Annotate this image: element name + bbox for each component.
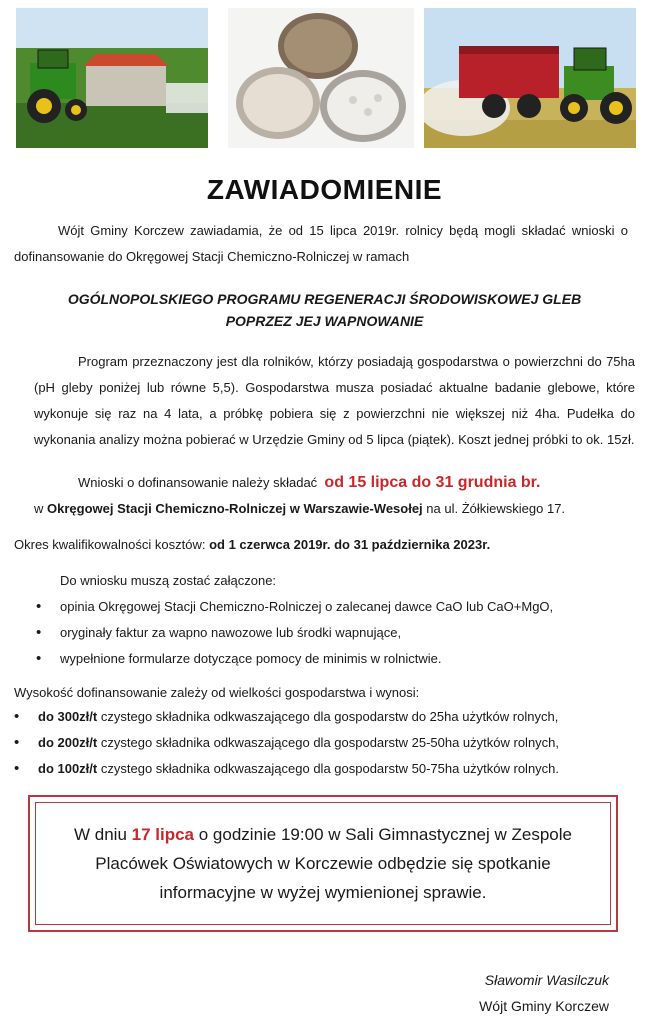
attachments-list (32, 594, 553, 672)
eligibility-label: Okres kwalifikowalności kosztów: (14, 537, 206, 552)
eligibility-dates: od 1 czerwca 2019r. do 31 października 2023r. (209, 537, 491, 552)
funding-amount: do 300zł/t (38, 709, 98, 724)
funding-list (10, 704, 559, 782)
intro-paragraph: Wójt Gminy Korczew zawiadamia, że od 15 lipca 2019r. rolnicy będą mogli składać wnioski o dofinansowanie do Okręgowej Stacji Chemiczno-Rolniczej w ramach (14, 223, 628, 264)
application-info (34, 470, 635, 522)
program-name-line-1: OGÓLNOPOLSKIEGO PROGRAMU REGENERACJI ŚRODOWISKOWEJ GLEB (67, 291, 582, 307)
program-description: Program przeznaczony jest dla rolników, którzy posiadają gospodarstwa o powierzchni do 75ha (pH gleby poniżej lub równe 5,5). Gospodarstwa musza posiadać aktualne badanie glebowe, które wykonuje się raz na 4 lata, a próbkę pobiera się z powierzchni nie większej niż 4ha. Pudełka do wykonania analizy można pobierać w Urzędzie Gminy od 5 lipca (piątek). Koszt jednej próbki to ok. 15zł. (34, 354, 635, 447)
meeting-announcement-box (28, 795, 618, 932)
funding-text: czystego składnika odkwaszającego dla gospodarstw do 25ha użytków rolnych, (100, 709, 559, 724)
application-prefix: Wnioski o dofinansowanie należy składać (78, 475, 318, 490)
meeting-announcement-text (53, 820, 593, 907)
funding-amount: do 200zł/t (38, 735, 98, 750)
funding-amount: do 100zł/t (38, 761, 98, 776)
eligibility-period (14, 532, 628, 558)
application-place: Okręgowej Stacji Chemiczno-Rolniczej w Warszawie-Wesołej (47, 501, 423, 516)
program-name (0, 288, 649, 332)
funding-text: czystego składnika odkwaszającego dla gospodarstw 50-75ha użytków rolnych. (100, 761, 560, 776)
funding-text: czystego składnika odkwaszającego dla gospodarstw 25-50ha użytków rolnych, (100, 735, 560, 750)
list-item: • wypełnione formularze dotyczące pomocy de minimis w rolnictwie. (32, 646, 553, 672)
attachments-heading: Do wniosku muszą zostać załączone: (60, 573, 277, 588)
list-item (10, 756, 559, 782)
signature-name: Sławomir Wasilczuk (484, 972, 609, 988)
meeting-details: o godzinie 19:00 w Sali Gimnastycznej w Zespole Placówek Oświatowych w Korczewie odbędzie się spotkanie informacyjne w wyżej wymienionej sprawie. (95, 825, 572, 902)
meeting-prefix: W dniu (73, 825, 127, 844)
meeting-announcement-inner-frame (35, 802, 611, 925)
application-where-prefix: w (34, 501, 44, 516)
list-item (10, 704, 559, 730)
list-item (10, 730, 559, 756)
tractor-lime-spreading-photo (424, 8, 636, 148)
lime-fertilizer-bowls-photo (228, 8, 414, 148)
program-name-line-2: POPRZEZ JEJ WAPNOWANIE (225, 313, 424, 329)
application-address: na ul. Żółkiewskiego 17. (426, 501, 566, 516)
funding-heading: Wysokość dofinansowanie zależy od wielkości gospodarstwa i wynosi: (14, 685, 420, 700)
list-item: • opinia Okręgowej Stacji Chemiczno-Rolniczej o zalecanej dawce CaO lub CaO+MgO, (32, 594, 553, 620)
notice-title: ZAWIADOMIENIE (206, 174, 443, 205)
signature-role: Wójt Gminy Korczew (479, 998, 609, 1014)
application-dates: od 15 lipca do 31 grudnia br. (324, 474, 541, 491)
list-item: • oryginały faktur za wapno nawozowe lub środki wapnujące, (32, 620, 553, 646)
meeting-date: 17 lipca (131, 825, 195, 844)
tractor-spreader-photo (16, 8, 208, 148)
